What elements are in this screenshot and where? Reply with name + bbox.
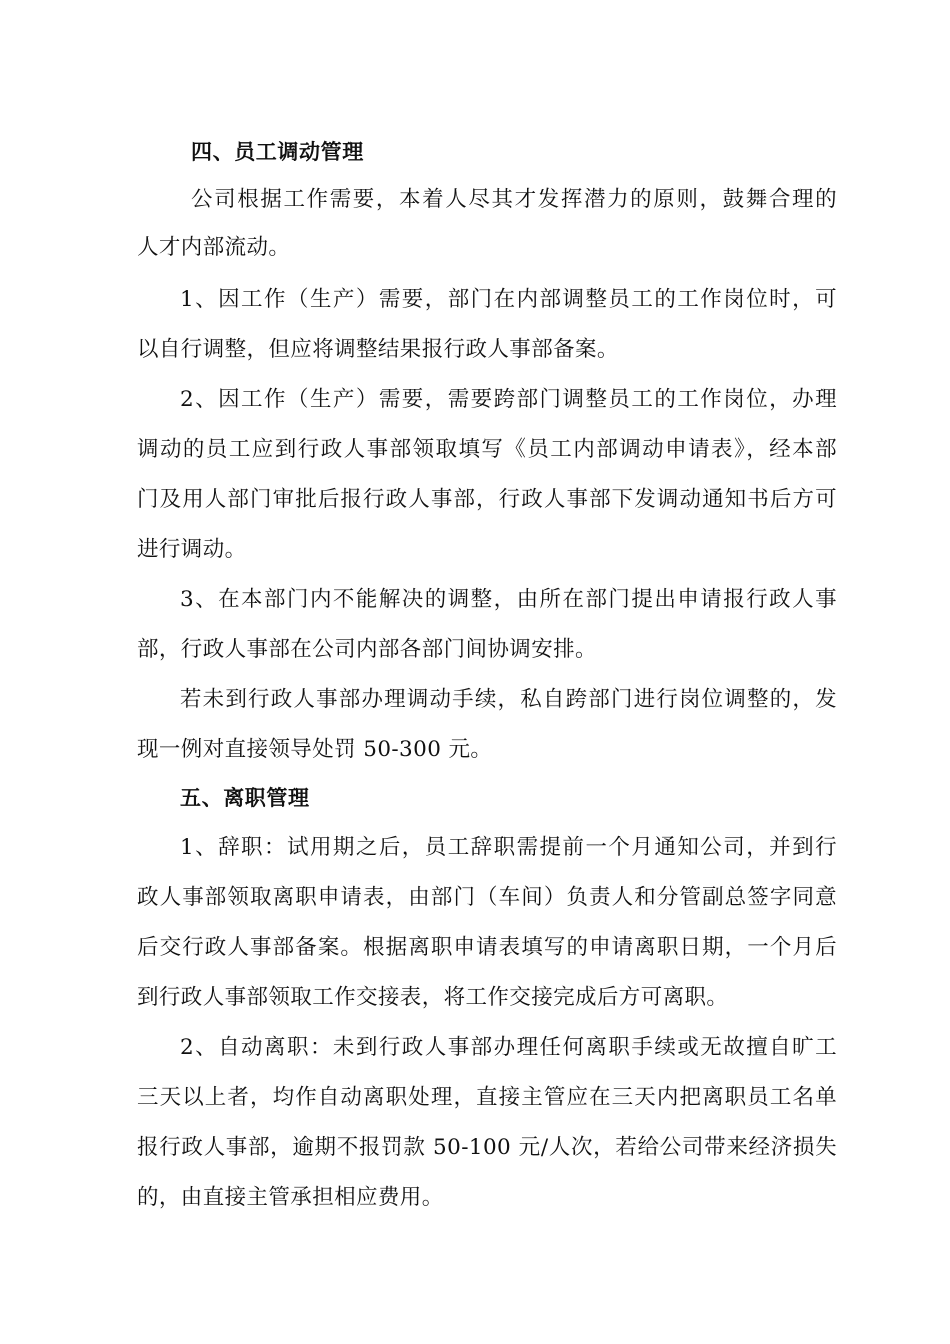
paragraph-line: 现一例对直接领导处罚 50-300 元。 <box>137 737 493 762</box>
paragraph-line: 进行调动。 <box>137 537 247 562</box>
paragraph-line: 报行政人事部，逾期不报罚款 50-100 元/人次，若给公司带来经济损失 <box>137 1135 837 1160</box>
paragraph-line: 以自行调整，但应将调整结果报行政人事部备案。 <box>137 337 619 362</box>
section-heading-employee-transfer: 四、员工调动管理 <box>191 140 364 164</box>
paragraph-line: 公司根据工作需要，本着人尽其才发挥潜力的原则，鼓舞合理的 <box>191 187 837 212</box>
paragraph-line: 部，行政人事部在公司内部各部门间协调安排。 <box>137 637 597 662</box>
paragraph-line: 政人事部领取离职申请表，由部门（车间）负责人和分管副总签字同意 <box>137 885 837 910</box>
paragraph-line: 人才内部流动。 <box>137 235 291 260</box>
paragraph-line: 3、在本部门内不能解决的调整，由所在部门提出申请报行政人事 <box>180 587 837 612</box>
section-heading-resignation: 五、离职管理 <box>180 786 310 810</box>
paragraph-line: 门及用人部门审批后报行政人事部，行政人事部下发调动通知书后方可 <box>137 487 837 512</box>
paragraph-line: 2、因工作（生产）需要，需要跨部门调整员工的工作岗位，办理 <box>180 387 837 412</box>
paragraph-line: 三天以上者，均作自动离职处理，直接主管应在三天内把离职员工名单 <box>137 1085 837 1110</box>
paragraph-line: 若未到行政人事部办理调动手续，私自跨部门进行岗位调整的，发 <box>180 687 837 712</box>
paragraph-line: 到行政人事部领取工作交接表，将工作交接完成后方可离职。 <box>137 985 729 1010</box>
paragraph-line: 调动的员工应到行政人事部领取填写《员工内部调动申请表》，经本部 <box>137 437 837 462</box>
paragraph-line: 1、辞职：试用期之后，员工辞职需提前一个月通知公司，并到行 <box>180 835 837 860</box>
paragraph-line: 的，由直接主管承担相应费用。 <box>137 1185 444 1210</box>
paragraph-line: 1、因工作（生产）需要，部门在内部调整员工的工作岗位时，可 <box>180 287 837 312</box>
paragraph-line: 后交行政人事部备案。根据离职申请表填写的申请离职日期，一个月后 <box>137 935 837 960</box>
paragraph-line: 2、自动离职：未到行政人事部办理任何离职手续或无故擅自旷工 <box>180 1035 837 1060</box>
